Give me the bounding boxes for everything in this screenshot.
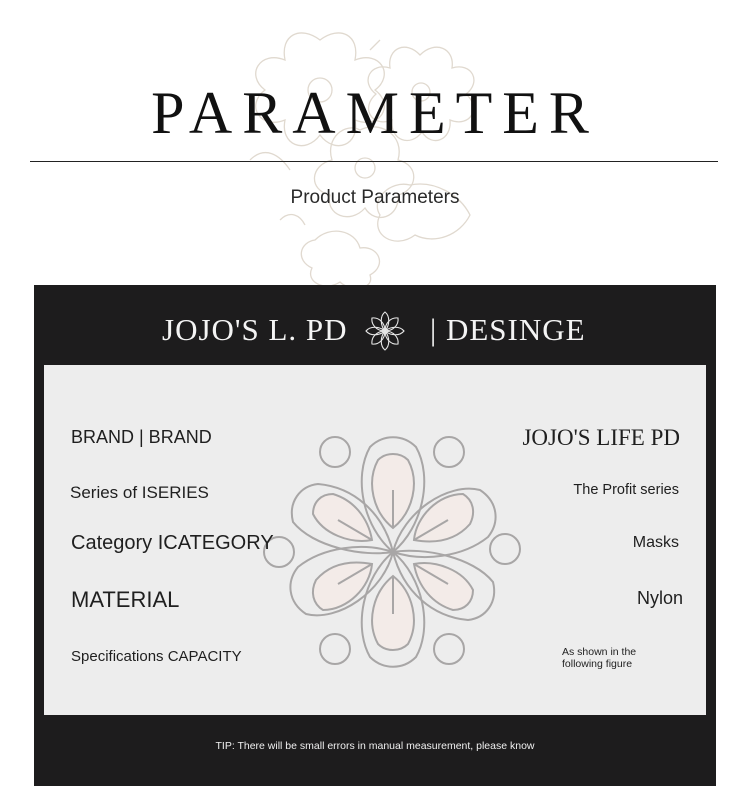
specifications-value-line2: following figure [562, 658, 633, 670]
flower-logo-graphic [258, 432, 528, 672]
series-value: The Profit series [573, 482, 679, 498]
brand-label: BRAND | BRAND [71, 427, 212, 447]
material-label: MATERIAL [71, 587, 180, 612]
title-divider [30, 161, 718, 162]
cherry-blossom-illustration [220, 20, 520, 290]
panel-brand-name: JOJO'S L. PD [162, 312, 348, 347]
material-value: Nylon [636, 588, 683, 608]
specifications-value [562, 646, 636, 670]
page-title: PARAMETER [151, 80, 599, 146]
category-value: Masks [632, 534, 679, 551]
page-subtitle: Product Parameters [290, 187, 460, 208]
specifications-value-line1: As shown in the [562, 646, 637, 658]
brand-value: JOJO'S LIFE PD [522, 425, 680, 450]
flower-ornament-icon [361, 307, 409, 355]
series-label: Series of ISERIES [70, 483, 209, 502]
category-label: Category ICATEGORY [71, 532, 274, 554]
specifications-label: Specifications CAPACITY [71, 648, 242, 665]
measurement-tip: TIP: There will be small errors in manual measurement, please know [215, 740, 535, 752]
panel-design-text: | DESINGE [430, 312, 586, 347]
